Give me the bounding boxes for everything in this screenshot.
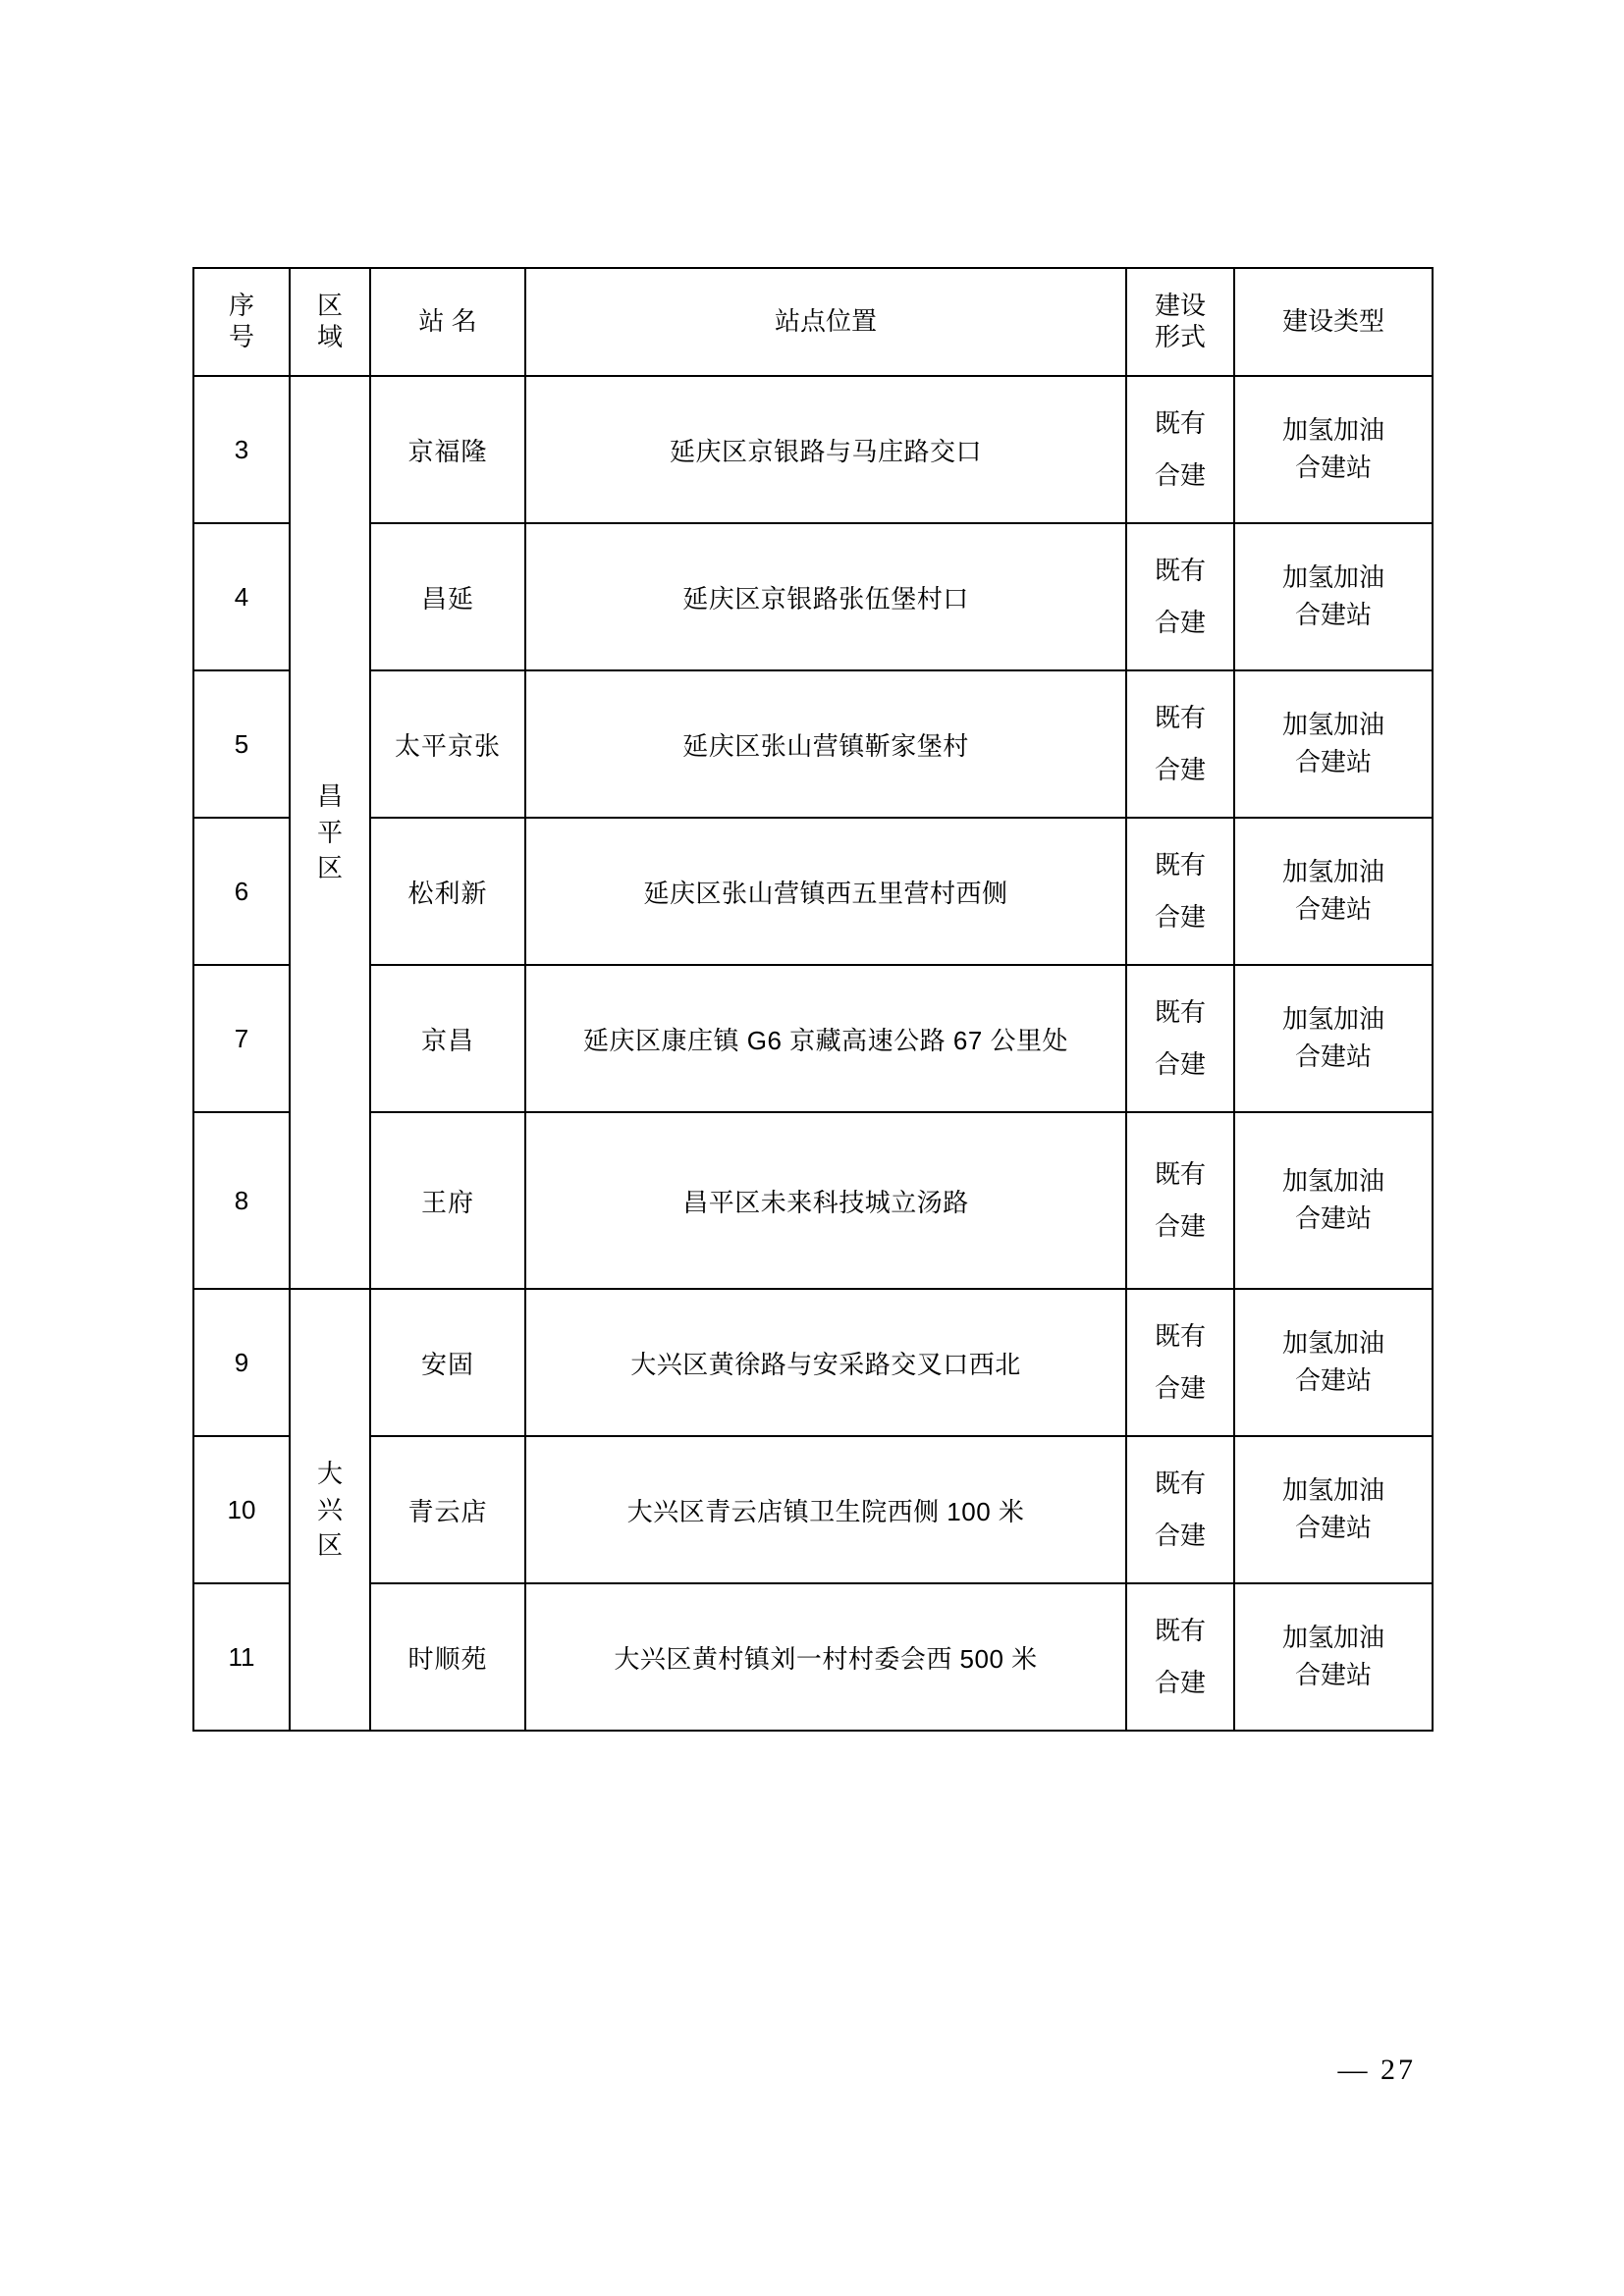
cell-build-type: 加氢加油 合建站 [1234, 670, 1433, 818]
cell-seq: 4 [193, 523, 290, 670]
cell-station-name: 松利新 [370, 818, 525, 965]
cell-station-name: 太平京张 [370, 670, 525, 818]
cell-seq: 3 [193, 376, 290, 523]
table-row [193, 523, 1433, 670]
cell-station-name: 青云店 [370, 1436, 525, 1583]
table-row [193, 670, 1433, 818]
cell-seq: 10 [193, 1436, 290, 1583]
cell-station-name: 王府 [370, 1112, 525, 1289]
cell-build-type: 加氢加油 合建站 [1234, 1112, 1433, 1289]
cell-station-name: 京福隆 [370, 376, 525, 523]
cell-build-type: 加氢加油 合建站 [1234, 523, 1433, 670]
cell-station-name: 时顺苑 [370, 1583, 525, 1731]
cell-build-form: 既有 合建 [1126, 1289, 1234, 1436]
cell-location: 延庆区京银路与马庄路交口 [525, 376, 1126, 523]
cell-seq: 6 [193, 818, 290, 965]
page-number: — 27 [1337, 2054, 1416, 2086]
cell-build-form: 既有 合建 [1126, 1436, 1234, 1583]
cell-build-form: 既有 合建 [1126, 818, 1234, 965]
cell-build-form: 既有 合建 [1126, 965, 1234, 1112]
cell-seq: 11 [193, 1583, 290, 1731]
cell-location: 延庆区张山营镇西五里营村西侧 [525, 818, 1126, 965]
cell-build-form: 既有 合建 [1126, 523, 1234, 670]
table-row [193, 1112, 1433, 1289]
cell-location: 大兴区黄徐路与安采路交叉口西北 [525, 1289, 1126, 1436]
cell-location: 延庆区张山营镇靳家堡村 [525, 670, 1126, 818]
station-table [192, 267, 1434, 1732]
header-location: 站点位置 [525, 268, 1126, 376]
cell-seq: 9 [193, 1289, 290, 1436]
cell-station-name: 安固 [370, 1289, 525, 1436]
cell-build-type: 加氢加油 合建站 [1234, 1583, 1433, 1731]
header-area: 区 域 [290, 268, 370, 376]
station-table-container [192, 267, 1432, 1732]
table-row [193, 376, 1433, 523]
cell-seq: 5 [193, 670, 290, 818]
cell-seq: 7 [193, 965, 290, 1112]
cell-build-type: 加氢加油 合建站 [1234, 818, 1433, 965]
cell-location: 延庆区京银路张伍堡村口 [525, 523, 1126, 670]
cell-location: 大兴区黄村镇刘一村村委会西 500 米 [525, 1583, 1126, 1731]
cell-location: 昌平区未来科技城立汤路 [525, 1112, 1126, 1289]
cell-build-form: 既有 合建 [1126, 670, 1234, 818]
table-row [193, 1436, 1433, 1583]
cell-area-changping: 昌 平 区 [290, 376, 370, 1289]
header-seq: 序 号 [193, 268, 290, 376]
table-row [193, 1583, 1433, 1731]
header-type: 建设类型 [1234, 268, 1433, 376]
cell-station-name: 京昌 [370, 965, 525, 1112]
table-header-row [193, 268, 1433, 376]
cell-area-daxing: 大 兴 区 [290, 1289, 370, 1731]
cell-station-name: 昌延 [370, 523, 525, 670]
cell-build-form: 既有 合建 [1126, 1112, 1234, 1289]
table-row [193, 818, 1433, 965]
cell-build-form: 既有 合建 [1126, 376, 1234, 523]
cell-build-type: 加氢加油 合建站 [1234, 376, 1433, 523]
header-name: 站 名 [370, 268, 525, 376]
header-form: 建设 形式 [1126, 268, 1234, 376]
cell-location: 大兴区青云店镇卫生院西侧 100 米 [525, 1436, 1126, 1583]
cell-location: 延庆区康庄镇 G6 京藏高速公路 67 公里处 [525, 965, 1126, 1112]
cell-build-form: 既有 合建 [1126, 1583, 1234, 1731]
table-row [193, 965, 1433, 1112]
cell-seq: 8 [193, 1112, 290, 1289]
cell-build-type: 加氢加油 合建站 [1234, 965, 1433, 1112]
cell-build-type: 加氢加油 合建站 [1234, 1289, 1433, 1436]
cell-build-type: 加氢加油 合建站 [1234, 1436, 1433, 1583]
table-row [193, 1289, 1433, 1436]
